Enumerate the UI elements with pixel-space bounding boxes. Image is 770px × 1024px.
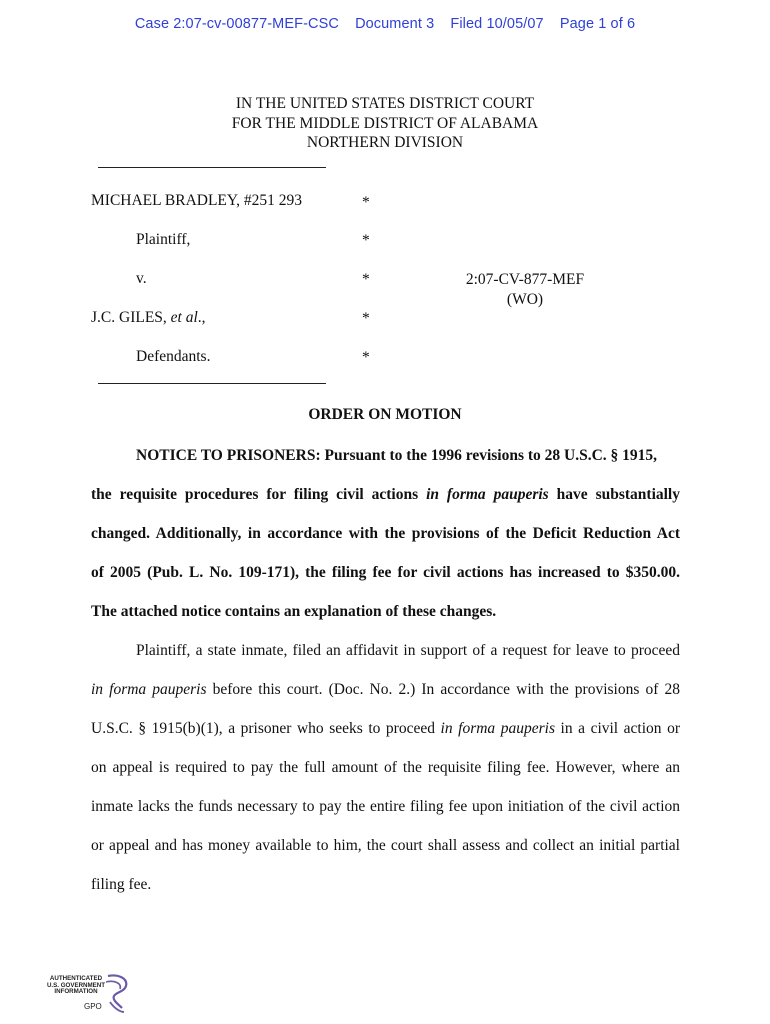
gpo-seal-line: AUTHENTICATED <box>49 975 103 982</box>
case-number-stamp: Case 2:07-cv-00877-MEF-CSC <box>134 16 339 32</box>
body-line: on appeal is required to pay the full amount of the requisite filing fee. However, where an <box>91 759 680 776</box>
body-line <box>91 680 680 719</box>
caption-star: * <box>362 232 370 249</box>
notice-text: the requisite procedures for filing civil actions <box>91 486 427 503</box>
caption-star: * <box>362 194 370 211</box>
order-body <box>91 641 680 914</box>
body-line: inmate lacks the funds necessary to pay the entire filing fee upon initiation of the civil action <box>91 798 680 815</box>
case-number-block <box>430 270 620 309</box>
caption-star: * <box>362 349 370 366</box>
gpo-mark: GPO <box>84 1002 102 1011</box>
document-number-stamp: Document 3 <box>355 16 435 32</box>
caption-star: * <box>362 310 370 327</box>
gpo-authentication-seal <box>44 972 134 1016</box>
court-heading-line: IN THE UNITED STATES DISTRICT COURT <box>235 95 535 112</box>
defendant-name-text: J.C. GILES, <box>91 309 171 326</box>
notice-line: of 2005 (Pub. L. No. 109-171), the filing fee for civil actions has increased to $350.00. <box>91 564 680 581</box>
body-italic: in forma pauperis <box>440 720 555 737</box>
defendant-name <box>91 309 206 327</box>
case-suffix: (WO) <box>506 290 544 308</box>
prisoner-notice <box>91 446 680 641</box>
eagle-icon <box>104 974 132 1014</box>
body-text: before this court. (Doc. No. 2.) In accordance with the provisions of 28 <box>206 681 680 698</box>
court-heading <box>0 94 770 153</box>
defendant-role: Defendants. <box>136 348 211 365</box>
case-number: 2:07-CV-877-MEF <box>465 271 585 288</box>
body-text: U.S.C. § 1915(b)(1), a prisoner who seeks to proceed <box>91 720 441 737</box>
body-line: or appeal and has money available to him, the court shall assess and collect an initial partial <box>91 837 680 854</box>
body-line: Plaintiff, a state inmate, filed an affidavit in support of a request for leave to proceed <box>136 642 680 659</box>
plaintiff-name: MICHAEL BRADLEY, #251 293 <box>91 192 302 209</box>
caption-top-rule <box>98 167 326 168</box>
plaintiff-role: Plaintiff, <box>136 231 191 248</box>
notice-italic: in forma pauperis <box>426 486 549 503</box>
filing-header-stamp <box>0 16 770 32</box>
caption-bottom-rule <box>98 383 326 384</box>
body-italic: in forma pauperis <box>91 681 207 698</box>
court-heading-line: FOR THE MIDDLE DISTRICT OF ALABAMA <box>231 114 539 132</box>
page-count-stamp: Page 1 of 6 <box>559 16 636 32</box>
filed-date-stamp: Filed 10/05/07 <box>450 16 544 32</box>
notice-line: NOTICE TO PRISONERS: Pursuant to the 1996 revisions to 28 U.S.C. § 1915, <box>136 447 658 464</box>
defendant-et-al: et al <box>170 309 198 326</box>
body-text: in a civil action or <box>554 720 680 737</box>
versus-label: v. <box>136 270 147 287</box>
gpo-seal-line: U.S. GOVERNMENT <box>46 981 106 989</box>
body-line: filing fee. <box>91 876 152 893</box>
defendant-punct: ., <box>197 309 206 326</box>
body-line <box>91 719 680 758</box>
gpo-seal-line: INFORMATION <box>54 988 98 996</box>
caption-star: * <box>362 271 370 288</box>
notice-line <box>91 485 680 524</box>
notice-text: have substantially <box>548 486 680 503</box>
notice-line: The attached notice contains an explanation of these changes. <box>91 603 497 620</box>
gpo-seal-text <box>44 976 108 996</box>
court-heading-line: NORTHERN DIVISION <box>306 134 464 151</box>
order-title: ORDER ON MOTION <box>308 406 462 423</box>
notice-line: changed. Additionally, in accordance with the provisions of the Deficit Reduction Act <box>91 525 680 542</box>
